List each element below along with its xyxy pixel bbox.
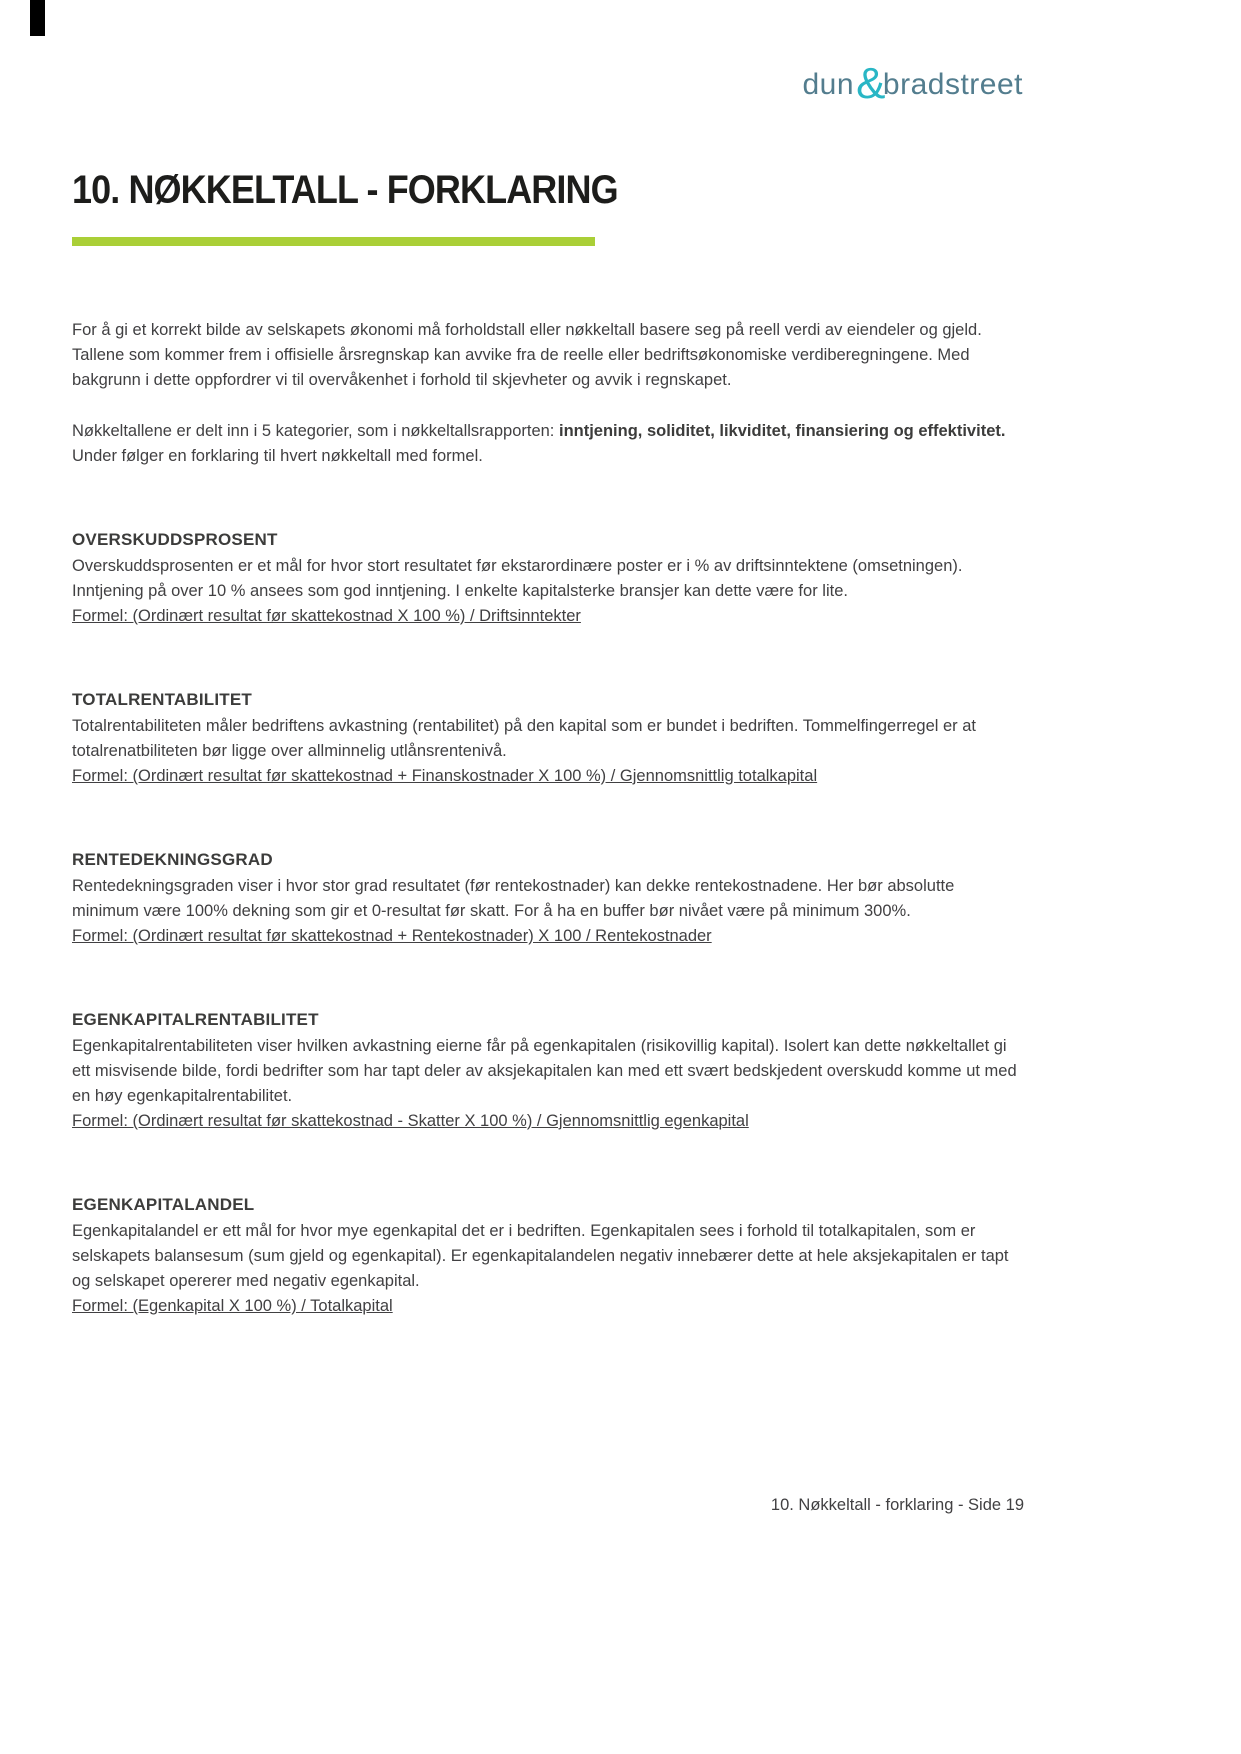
section-title: EGENKAPITALANDEL xyxy=(72,1195,255,1214)
section-overskuddsprosent xyxy=(72,527,1024,629)
section-title: EGENKAPITALRENTABILITET xyxy=(72,1010,319,1029)
page-footer: 10. Nøkkeltall - forklaring - Side 19 xyxy=(770,1496,1024,1514)
section-title: TOTALRENTABILITET xyxy=(72,690,252,709)
intro-block xyxy=(72,318,1024,469)
section-title: OVERSKUDDSPROSENT xyxy=(72,530,278,549)
section-title: RENTEDEKNINGSGRAD xyxy=(72,850,273,869)
section-formula: Formel: (Ordinært resultat før skattekostnad X 100 %) / Driftsinntekter xyxy=(72,607,581,625)
intro-paragraph-2-tail: Under følger en forklaring til hvert nøkkeltall med formel. xyxy=(72,447,483,465)
section-rentedekningsgrad xyxy=(72,847,1024,949)
section-formula: Formel: (Ordinært resultat før skattekostnad - Skatter X 100 %) / Gjennomsnittlig egenkapital xyxy=(72,1112,749,1130)
page-content xyxy=(72,168,1024,1319)
logo-word-bradstreet: bradstreet xyxy=(882,68,1023,101)
intro-paragraph-2-text: Nøkkeltallene er delt inn i 5 kategorier, som i nøkkeltallsrapporten: xyxy=(72,422,559,440)
intro-paragraph-1: For å gi et korrekt bilde av selskapets økonomi må forholdstall eller nøkkeltall basere seg på reell verdi av eiendeler og gjeld. Tallene som kommer frem i offisielle årsregnskap kan avvike fra de reelle eller bedriftsøkonomiske verdiberegningene. Med bakgrunn i dette oppfordrer vi til overvåkenhet i forhold til skjevheter og avvik i regnskapet. xyxy=(72,321,982,389)
section-formula: Formel: (Ordinært resultat før skattekostnad + Rentekostnader) X 100 / Rentekostnader xyxy=(72,927,712,945)
section-formula: Formel: (Ordinært resultat før skattekostnad + Finanskostnader X 100 %) / Gjennomsnittlig totalkapital xyxy=(72,767,818,785)
section-body: Egenkapitalrentabiliteten viser hvilken avkastning eierne får på egenkapitalen (risikovillig kapital). Isolert kan dette nøkkeltallet gi ett misvisende bilde, fordi bedrifter som har tapt deler av aksjekapitalen kan med ett svært bedskjedent overskudd komme ut med en høy egenkapitalrentabilitet. xyxy=(72,1037,1017,1105)
intro-paragraph-2 xyxy=(72,419,1024,469)
section-body: Rentedekningsgraden viser i hvor stor grad resultatet (før rentekostnader) kan dekke rentekostnadene. Her bør absolutte minimum være 100% dekning som gir et 0-resultat før skatt. For å ha en buffer bør nivået være på minimum 300%. xyxy=(72,877,955,920)
page-title: 10. NØKKELTALL - FORKLARING xyxy=(72,168,618,212)
section-formula: Formel: (Egenkapital X 100 %) / Totalkapital xyxy=(72,1297,393,1315)
section-egenkapitalrentabilitet xyxy=(72,1007,1024,1134)
intro-paragraph-2-bold-categories: inntjening, soliditet, likviditet, finansiering og effektivitet. xyxy=(558,422,1006,440)
title-accent-bar xyxy=(72,237,595,246)
section-totalrentabilitet xyxy=(72,687,1024,789)
dun-bradstreet-logo: dun & bradstreet xyxy=(802,59,1023,108)
section-body: Egenkapitalandel er ett mål for hvor mye egenkapital det er i bedriften. Egenkapitalen sees i forhold til totalkapitalen, som er selskapets balansesum (sum gjeld og egenkapital). Er egenkapitalandelen negativ innebærer dette at hele aksjekapitalen er tapt og selskapet opererer med negativ egenkapital. xyxy=(72,1222,1009,1290)
section-egenkapitalandel xyxy=(72,1192,1024,1319)
logo-word-dun: dun xyxy=(802,68,855,101)
section-body: Overskuddsprosenten er et mål for hvor stort resultatet før ekstarordinære poster er i % av driftsinntektene (omsetningen). Inntjening på over 10 % ansees som god inntjening. I enkelte kapitalsterke bransjer kan dette være for lite. xyxy=(72,557,963,600)
print-registration-mark xyxy=(30,0,45,36)
section-body: Totalrentabiliteten måler bedriftens avkastning (rentabilitet) på den kapital som er bundet i bedriften. Tommelfingerregel er at totalrenatbiliteten bør ligge over allminnelig utlånsrentenivå. xyxy=(72,717,977,760)
